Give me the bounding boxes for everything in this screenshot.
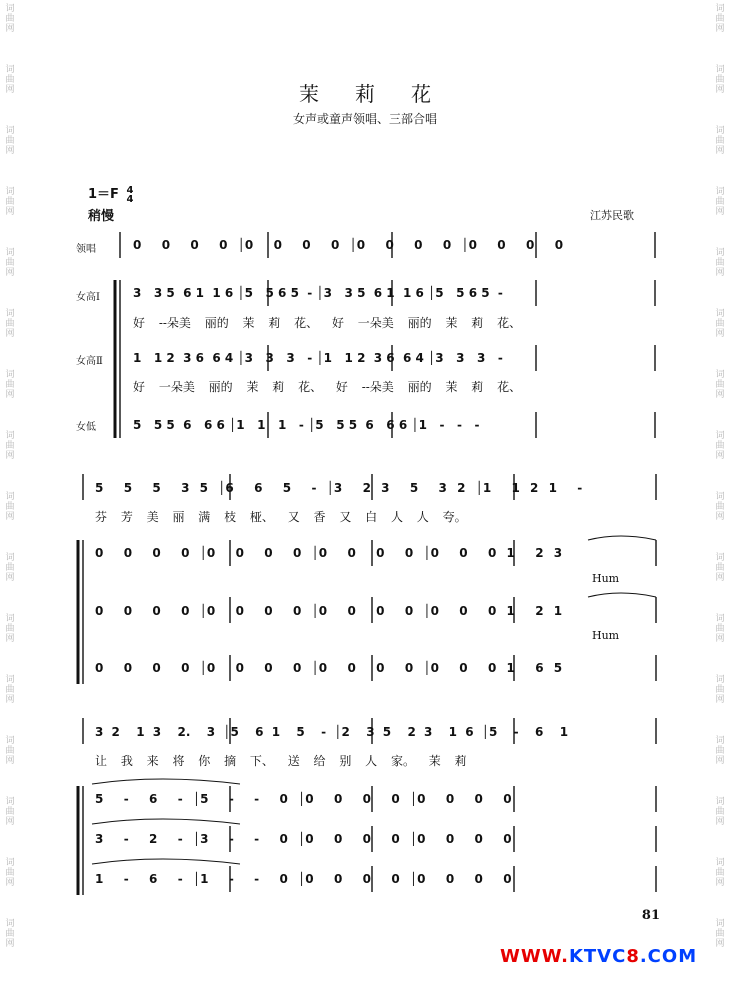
soprano2-row-1: 1 1 2 3 6 6 4 │3 3 3 - │1 1 2 3 6 6 4 │3 3 3 -: [133, 351, 503, 365]
watermark-text: 词 曲 网: [5, 370, 15, 400]
lead-lyrics-3: 让 我 来 将 你 摘 下、 送 给 别 人 家。 茉 莉: [95, 754, 467, 768]
watermark-text: 词 曲 网: [715, 858, 725, 888]
watermark-text: 词 曲 网: [5, 65, 15, 95]
tempo-marking: 稍慢: [88, 209, 115, 224]
watermark-text: 词 曲 网: [5, 126, 15, 156]
watermark-text: 词 曲 网: [5, 797, 15, 827]
part-label-lead: 领唱: [76, 244, 96, 255]
watermark-text: 词 曲 网: [5, 4, 15, 34]
soprano1-lyrics-1: 好 --朵美 丽的 茉 莉 花、 好 一朵美 丽的 茉 莉 花、: [133, 316, 522, 330]
url-prefix: WWW.: [500, 946, 569, 967]
chorus2-row-3: 3 - 2 - │3 - - 0 │0 0 0 0 │0 0 0 0: [95, 832, 512, 846]
watermark-text: 词 曲 网: [5, 248, 15, 278]
page-number: 81: [641, 908, 660, 923]
chorus3-row-2: 0 0 0 0 │0 0 0 0 │0 0 0 0 │0 0 0 1 6 5: [95, 661, 563, 675]
watermark-text: 词 曲 网: [5, 614, 15, 644]
watermark-text: 词 曲 网: [715, 4, 725, 34]
watermark-text: 词 曲 网: [715, 431, 725, 461]
composer: 江苏民歌: [590, 209, 634, 222]
chorus1-hum: Hum: [592, 572, 620, 585]
watermark-text: 词 曲 网: [715, 797, 725, 827]
alto-row-1: 5 5 5 6 6 6 │1 1 1 - │5 5 5 6 6 6 │1 - - -: [133, 418, 480, 432]
url-brand-a: KTVC: [568, 946, 627, 967]
watermark-text: 词 曲 网: [715, 919, 725, 949]
watermark-text: 词 曲 网: [715, 492, 725, 522]
watermark-text: 词 曲 网: [715, 126, 725, 156]
watermark-text: 词 曲 网: [715, 736, 725, 766]
watermark-text: 词 曲 网: [715, 309, 725, 339]
watermark-text: 词 曲 网: [715, 248, 725, 278]
watermark-text: 词 曲 网: [715, 553, 725, 583]
watermark-text: 词 曲 网: [715, 370, 725, 400]
url-suffix: .COM: [639, 946, 698, 967]
chorus3-row-3: 1 - 6 - │1 - - 0 │0 0 0 0 │0 0 0 0: [95, 872, 512, 886]
part-label-soprano1: 女高Ⅰ: [76, 292, 100, 303]
time-sig-bottom: 4: [126, 193, 134, 205]
soprano2-lyrics-1: 好 一朵美 丽的 茉 莉 花、 好 --朵美 丽的 茉 莉 花、: [133, 380, 522, 394]
watermark-text: 词 曲 网: [715, 675, 725, 705]
soprano1-row-1: 3 3 5 6 1 1 6 │5 5 6 5 - │3 3 5 6 1 1 6 │5 5 6 5 -: [133, 286, 503, 300]
song-subtitle: 女声或童声领唱、三部合唱: [292, 112, 437, 126]
lead-lyrics-2: 芬 芳 美 丽 满 枝 桠、 又 香 又 白 人 人 夸。: [95, 510, 467, 524]
watermark-text: 词 曲 网: [5, 431, 15, 461]
key-text: 1＝F: [88, 187, 119, 202]
chorus2-hum: Hum: [592, 629, 620, 642]
chorus1-row-3: 5 - 6 - │5 - - 0 │0 0 0 0 │0 0 0 0: [95, 792, 512, 806]
chorus1-row-2: 0 0 0 0 │0 0 0 0 │0 0 0 0 │0 0 0 1 2 3: [95, 546, 563, 560]
watermark-text: 词 曲 网: [5, 858, 15, 888]
lead-row-1: 0 0 0 0 │0 0 0 0 │0 0 0 0 │0 0 0 0: [133, 238, 564, 252]
song-title: 茉莉花: [299, 82, 467, 106]
watermark-text: 词 曲 网: [5, 309, 15, 339]
chorus2-row-2: 0 0 0 0 │0 0 0 0 │0 0 0 0 │0 0 0 1 2 1: [95, 604, 563, 618]
watermark-text: 词 曲 网: [5, 187, 15, 217]
lead-row-3: 3 2 1 3 2. 3 │5 6 1 5 - │2 3 5 2 3 1 6 │5 - 6 1: [95, 725, 569, 739]
watermark-text: 词 曲 网: [5, 919, 15, 949]
watermark-text: 词 曲 网: [715, 187, 725, 217]
time-sig-top: 4: [126, 184, 134, 196]
watermark-text: 词 曲 网: [715, 65, 725, 95]
url-brand-b: 8: [626, 946, 640, 967]
part-label-soprano2: 女高Ⅱ: [76, 356, 103, 367]
lead-row-2: 5 5 5 3 5 │6 6 5 - │3 2 3 5 3 2 │1 1 2 1 -: [95, 481, 583, 495]
part-label-alto: 女低: [76, 422, 96, 433]
site-url[interactable]: [500, 946, 697, 967]
watermark-text: 词 曲 网: [715, 614, 725, 644]
watermark-text: 词 曲 网: [5, 553, 15, 583]
watermark-text: 词 曲 网: [5, 736, 15, 766]
watermark-text: 词 曲 网: [5, 492, 15, 522]
watermark-text: 词 曲 网: [5, 675, 15, 705]
